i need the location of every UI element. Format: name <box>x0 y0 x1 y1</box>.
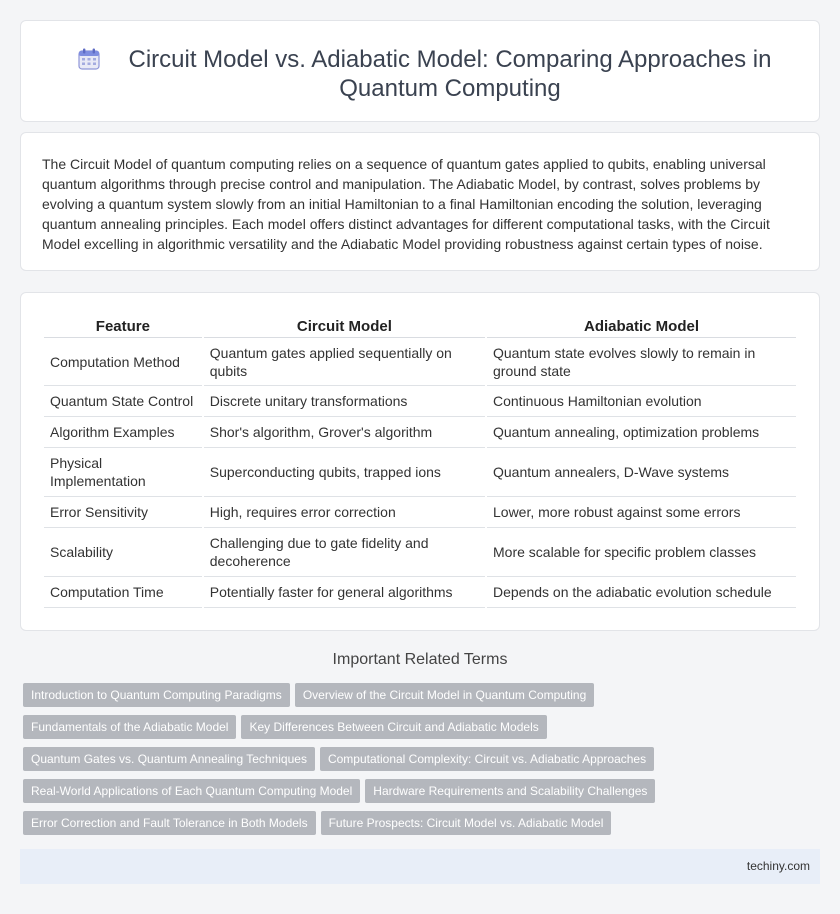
adiabatic-cell: Quantum annealing, optimization problems <box>487 417 796 448</box>
circuit-cell: Potentially faster for general algorithms <box>204 577 485 608</box>
tag-row <box>23 811 663 843</box>
table-row <box>44 577 796 608</box>
feature-cell: Scalability <box>44 528 202 577</box>
table-row <box>44 417 796 448</box>
feature-cell: Quantum State Control <box>44 386 202 417</box>
feature-cell: Error Sensitivity <box>44 497 202 528</box>
adiabatic-cell: Depends on the adiabatic evolution schedule <box>487 577 796 608</box>
header-feature: Feature <box>44 316 202 338</box>
intro-paragraph: The Circuit Model of quantum computing relies on a sequence of quantum gates applied to qubits, enabling universal quantum algorithms through precise control and manipulation. The Adiabatic Model, by contrast, solves problems by evolving a quantum system slowly from an initial Hamiltonian to a final Hamiltonian encoding the solution, leveraging quantum annealing principles. Each model offers distinct advantages for different computational tasks, with the Circuit Model excelling in algorithmic versatility and the Adiabatic Model providing robustness against certain types of noise. <box>42 156 770 252</box>
tag-row <box>23 779 663 811</box>
header-adiabatic-model: Adiabatic Model <box>487 316 796 338</box>
feature-cell: Computation Time <box>44 577 202 608</box>
circuit-cell: Discrete unitary transformations <box>204 386 485 417</box>
circuit-cell: Shor's algorithm, Grover's algorithm <box>204 417 485 448</box>
related-term-link[interactable]: Computational Complexity: Circuit vs. Adiabatic Approaches <box>320 747 654 771</box>
comparison-card <box>20 292 820 631</box>
comparison-table <box>42 316 798 608</box>
circuit-cell: High, requires error correction <box>204 497 485 528</box>
related-term-link[interactable]: Overview of the Circuit Model in Quantum Computing <box>295 683 594 707</box>
table-row <box>44 338 796 386</box>
related-term-link[interactable]: Fundamentals of the Adiabatic Model <box>23 715 236 739</box>
table-row <box>44 386 796 417</box>
related-term-link[interactable]: Error Correction and Fault Tolerance in Both Models <box>23 811 316 835</box>
title-card <box>20 20 820 122</box>
feature-cell: Algorithm Examples <box>44 417 202 448</box>
related-terms-heading: Important Related Terms <box>332 651 508 668</box>
related-term-link[interactable]: Real-World Applications of Each Quantum Computing Model <box>23 779 360 803</box>
adiabatic-cell: Lower, more robust against some errors <box>487 497 796 528</box>
header-circuit-model: Circuit Model <box>204 316 485 338</box>
related-term-link[interactable]: Future Prospects: Circuit Model vs. Adiabatic Model <box>321 811 612 835</box>
intro-card <box>20 132 820 271</box>
related-term-link[interactable]: Quantum Gates vs. Quantum Annealing Techniques <box>23 747 315 771</box>
related-terms-list <box>23 683 663 843</box>
circuit-cell: Superconducting qubits, trapped ions <box>204 448 485 497</box>
page-title: Circuit Model vs. Adiabatic Model: Comparing Approaches in Quantum Computing <box>128 46 772 102</box>
feature-cell: Computation Method <box>44 338 202 386</box>
footer-site-name[interactable]: techiny.com <box>746 859 810 873</box>
adiabatic-cell: Continuous Hamiltonian evolution <box>487 386 796 417</box>
feature-cell: Physical Implementation <box>44 448 202 497</box>
tag-row <box>23 747 663 779</box>
tag-row <box>23 715 663 747</box>
table-row <box>44 497 796 528</box>
adiabatic-cell: More scalable for specific problem classes <box>487 528 796 577</box>
table-row <box>44 528 796 577</box>
table-row <box>44 448 796 497</box>
tag-row <box>23 683 663 715</box>
circuit-cell: Quantum gates applied sequentially on qubits <box>204 338 485 386</box>
related-term-link[interactable]: Introduction to Quantum Computing Paradigms <box>23 683 290 707</box>
circuit-cell: Challenging due to gate fidelity and decoherence <box>204 528 485 577</box>
related-term-link[interactable]: Hardware Requirements and Scalability Challenges <box>365 779 655 803</box>
adiabatic-cell: Quantum state evolves slowly to remain in ground state <box>487 338 796 386</box>
related-term-link[interactable]: Key Differences Between Circuit and Adiabatic Models <box>241 715 546 739</box>
table-header-row <box>44 316 796 338</box>
footer <box>20 849 820 884</box>
adiabatic-cell: Quantum annealers, D-Wave systems <box>487 448 796 497</box>
